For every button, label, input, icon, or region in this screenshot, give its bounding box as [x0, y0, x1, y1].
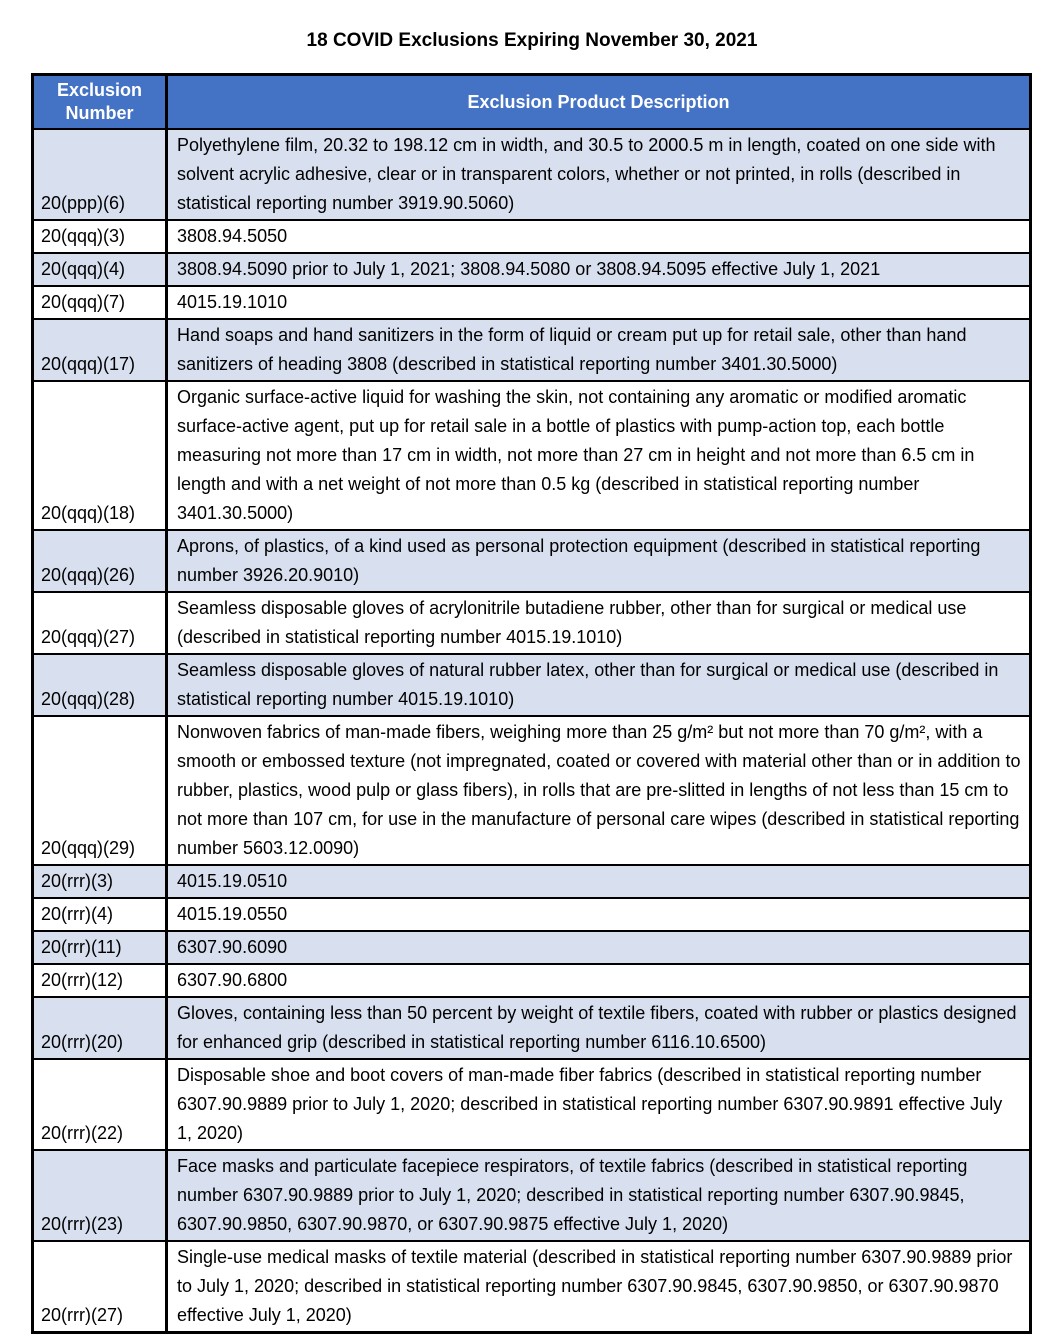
exclusion-number-cell: 20(rrr)(23): [33, 1150, 167, 1241]
exclusion-number-cell: 20(qqq)(28): [33, 654, 167, 716]
description-cell: Organic surface-active liquid for washing the skin, not containing any aromatic or modified aromatic surface-active agent, put up for retail sale in a bottle of plastics with pump-action top, each bottle measuring not more than 17 cm in width, not more than 27 cm in height and not more than 6.5 cm in length and with a net weight of not more than 0.5 kg (described in statistical reporting number 3401.30.5000): [167, 381, 1031, 530]
table-row: [33, 1059, 1031, 1150]
table-row: [33, 654, 1031, 716]
exclusion-number-cell: 20(rrr)(22): [33, 1059, 167, 1150]
table-row: [33, 592, 1031, 654]
table-row: [33, 997, 1031, 1059]
exclusion-number-cell: 20(qqq)(27): [33, 592, 167, 654]
description-cell: 3808.94.5090 prior to July 1, 2021; 3808.94.5080 or 3808.94.5095 effective July 1, 2021: [167, 253, 1031, 286]
exclusion-number-cell: 20(rrr)(3): [33, 865, 167, 898]
exclusion-number-cell: 20(qqq)(17): [33, 319, 167, 381]
exclusion-number-cell: 20(qqq)(26): [33, 530, 167, 592]
column-header-exclusion-number: Exclusion Number: [33, 75, 167, 130]
table-header: [33, 75, 1031, 130]
description-cell: 4015.19.0550: [167, 898, 1031, 931]
description-cell: 6307.90.6090: [167, 931, 1031, 964]
table-row: [33, 898, 1031, 931]
exclusion-number-cell: 20(rrr)(12): [33, 964, 167, 997]
exclusion-number-cell: 20(qqq)(7): [33, 286, 167, 319]
exclusion-number-cell: 20(rrr)(11): [33, 931, 167, 964]
column-header-product-description: Exclusion Product Description: [167, 75, 1031, 130]
table-row: [33, 220, 1031, 253]
description-cell: Disposable shoe and boot covers of man-made fiber fabrics (described in statistical reporting number 6307.90.9889 prior to July 1, 2020; described in statistical reporting number 6307.90.9891 effective July 1, 2020): [167, 1059, 1031, 1150]
description-cell: Single-use medical masks of textile material (described in statistical reporting number 6307.90.9889 prior to July 1, 2020; described in statistical reporting number 6307.90.9845, 6307.90.9850, or 6307.90.9870 effective July 1, 2020): [167, 1241, 1031, 1333]
page-title: 18 COVID Exclusions Expiring November 30, 2021: [306, 30, 758, 51]
exclusion-number-cell: 20(ppp)(6): [33, 129, 167, 220]
exclusions-table: [31, 73, 1032, 1334]
description-cell: 4015.19.1010: [167, 286, 1031, 319]
description-cell: Seamless disposable gloves of natural rubber latex, other than for surgical or medical use (described in statistical reporting number 4015.19.1010): [167, 654, 1031, 716]
description-cell: Polyethylene film, 20.32 to 198.12 cm in width, and 30.5 to 2000.5 m in length, coated on one side with solvent acrylic adhesive, clear or in transparent colors, whether or not printed, in rolls (described in statistical reporting number 3919.90.5060): [167, 129, 1031, 220]
description-cell: Seamless disposable gloves of acrylonitrile butadiene rubber, other than for surgical or medical use (described in statistical reporting number 4015.19.1010): [167, 592, 1031, 654]
table-row: [33, 381, 1031, 530]
table-row: [33, 129, 1031, 220]
exclusion-number-cell: 20(rrr)(20): [33, 997, 167, 1059]
table-row: [33, 716, 1031, 865]
description-cell: 4015.19.0510: [167, 865, 1031, 898]
description-cell: Nonwoven fabrics of man-made fibers, weighing more than 25 g/m² but not more than 70 g/m², with a smooth or embossed texture (not impregnated, coated or covered with material other than or in addition to rubber, plastics, wood pulp or glass fibers), in rolls that are pre-slitted in lengths of not less than 15 cm to not more than 107 cm, for use in the manufacture of personal care wipes (described in statistical reporting number 5603.12.0090): [167, 716, 1031, 865]
exclusion-number-cell: 20(rrr)(4): [33, 898, 167, 931]
table-row: [33, 1150, 1031, 1241]
exclusion-number-cell: 20(qqq)(29): [33, 716, 167, 865]
table-row: [33, 931, 1031, 964]
description-cell: Face masks and particulate facepiece respirators, of textile fabrics (described in statistical reporting number 6307.90.9889 prior to July 1, 2020; described in statistical reporting number 6307.90.9845, 6307.90.9850, 6307.90.9870, or 6307.90.9875 effective July 1, 2020): [167, 1150, 1031, 1241]
table-row: [33, 964, 1031, 997]
table-row: [33, 865, 1031, 898]
table-body: [33, 129, 1031, 1333]
description-cell: Gloves, containing less than 50 percent by weight of textile fibers, coated with rubber or plastics designed for enhanced grip (described in statistical reporting number 6116.10.6500): [167, 997, 1031, 1059]
table-row: [33, 286, 1031, 319]
exclusion-number-cell: 20(qqq)(18): [33, 381, 167, 530]
table-row: [33, 530, 1031, 592]
header-row: [33, 75, 1031, 130]
exclusion-number-cell: 20(qqq)(4): [33, 253, 167, 286]
table-row: [33, 319, 1031, 381]
exclusion-number-cell: 20(rrr)(27): [33, 1241, 167, 1333]
description-cell: 6307.90.6800: [167, 964, 1031, 997]
description-cell: Hand soaps and hand sanitizers in the form of liquid or cream put up for retail sale, other than hand sanitizers of heading 3808 (described in statistical reporting number 3401.30.5000): [167, 319, 1031, 381]
exclusion-number-cell: 20(qqq)(3): [33, 220, 167, 253]
table-row: [33, 253, 1031, 286]
description-cell: Aprons, of plastics, of a kind used as personal protection equipment (described in statistical reporting number 3926.20.9010): [167, 530, 1031, 592]
table-row: [33, 1241, 1031, 1333]
description-cell: 3808.94.5050: [167, 220, 1031, 253]
